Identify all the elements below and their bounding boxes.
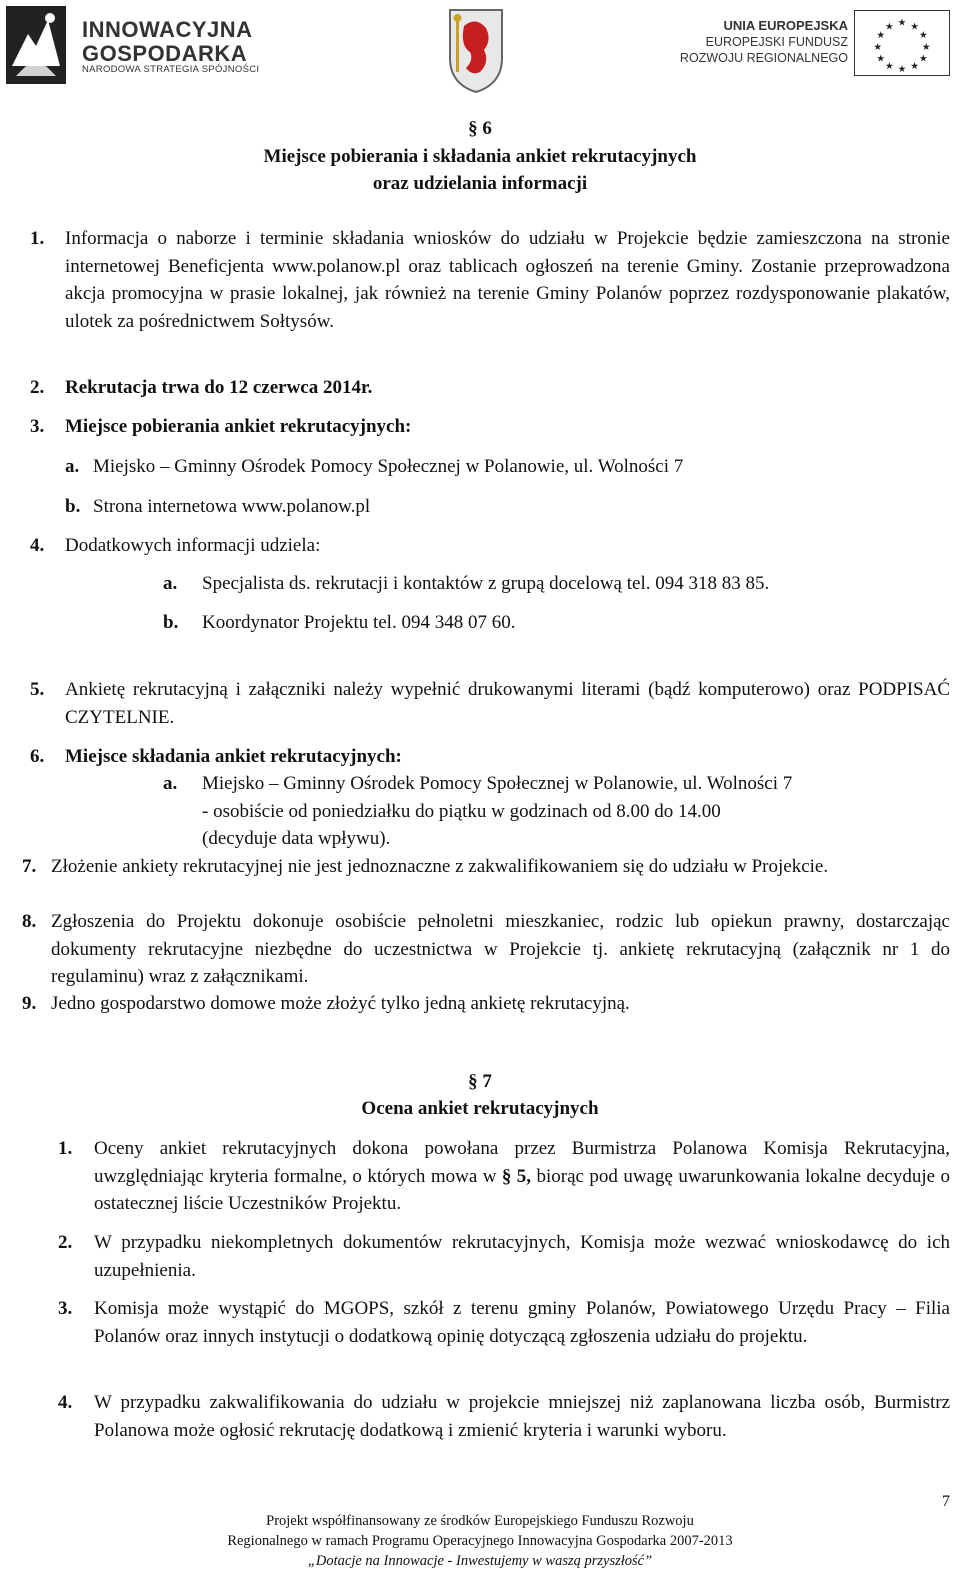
svg-text:★: ★: [876, 30, 886, 42]
svg-text:★: ★: [897, 64, 907, 76]
section6-title-line1: Miejsce pobierania i składania ankiet rekrutacyjnych: [263, 146, 697, 167]
s6-p7-number: 7.: [22, 856, 37, 877]
s7-p2-text: W przypadku niekompletnych dokumentów rekrutacyjnych, Komisja może wezwać wnioskodawcę do ich uzupełnienia.: [94, 1232, 950, 1281]
svg-text:★: ★: [876, 53, 886, 65]
s6-p3a-letter: a.: [65, 456, 80, 477]
s6-p4a-letter: a.: [163, 573, 178, 594]
eu-flag-icon: [854, 10, 950, 76]
eu-line1: UNIA EUROPEJSKA: [723, 18, 848, 33]
s6-p5-number: 5.: [30, 679, 45, 700]
innowacyjna-gospodarka-logo: [4, 2, 269, 86]
svg-text:★: ★: [885, 21, 894, 33]
s6-p1-text: Informacja o naborze i terminie składania wniosków do udziału w Projekcie będzie zamieszczona na stronie internetowej Beneficjenta www.polanow.pl oraz tablicach ogłoszeń na terenie Gminy. Zostanie przeprowadzona akcja promocyjna w prasie lokalnej, jak również na terenie Gminy Polanów poprzez rozdysponowanie plakatów, ulotek za pośrednictwem Sołtysów.: [65, 228, 950, 332]
s6-p9-text: Jedno gospodarstwo domowe może złożyć tylko jedną ankietę rekrutacyjną.: [51, 993, 630, 1014]
section6-symbol: § 6: [468, 118, 492, 139]
svg-text:★: ★: [910, 61, 919, 73]
s7-p1-text: [94, 1135, 950, 1218]
s6-p4b-text: Koordynator Projektu tel. 094 348 07 60.: [202, 612, 516, 633]
s6-p2-text: Rekrutacja trwa do 12 czerwca 2014r.: [65, 377, 373, 398]
s6-p8-text: Zgłoszenia do Projektu dokonuje osobiście pełnoletni mieszkaniec, rodzic lub opiekun prawny, dostarczając dokumenty rekrutacyjne niezbędne do uczestnictwa w Projekcie tj. ankietę rekrutacyjną (załącznik nr 1 do regulaminu) wraz z załącznikami.: [51, 911, 950, 987]
s6-p3-number: 3.: [30, 416, 45, 437]
s6-p6a-line3: (decyduje data wpływu).: [202, 828, 391, 849]
section7-symbol: § 7: [468, 1071, 492, 1092]
s6-p4-number: 4.: [30, 535, 45, 556]
s6-p6a-line2: - osobiście od poniedziałku do piątku w godzinach od 8.00 do 14.00: [202, 801, 721, 822]
innovative-economy-emblem-icon: [6, 6, 66, 84]
ig-logo-subtitle: NARODOWA STRATEGIA SPÓJNOŚCI: [82, 64, 260, 75]
eu-logo: [679, 10, 954, 76]
s7-p4-number: 4.: [58, 1392, 73, 1413]
s7-p1-text-part1: Oceny ankiet rekrutacyjnych dokona powołana przez Burmistrza Polanowa Komisja Rekrutacyjna, uwzględniając kryteria formalne, o których mowa w: [94, 1138, 950, 1187]
svg-text:★: ★: [897, 17, 907, 29]
footer-line3: „Dotacje na Innowacje - Inwestujemy w waszą przyszłość”: [307, 1553, 653, 1569]
s6-p3a-text: Miejsko – Gminny Ośrodek Pomocy Społecznej w Polanowie, ul. Wolności 7: [93, 456, 684, 477]
s7-p1-number: 1.: [58, 1138, 73, 1159]
s6-p6a-line1: Miejsko – Gminny Ośrodek Pomocy Społecznej w Polanowie, ul. Wolności 7: [202, 773, 793, 794]
s6-p8-number: 8.: [22, 911, 37, 932]
svg-text:★: ★: [918, 53, 928, 65]
s7-p3-text: Komisja może wystąpić do MGOPS, szkół z terenu gminy Polanów, Powiatowego Urzędu Pracy – Filia Polanów oraz innych instytucji o dodatkową opinię dotyczącą zgłoszenia udziału do projektu.: [94, 1298, 950, 1347]
s6-p3b-text: Strona internetowa www.polanow.pl: [93, 496, 371, 517]
svg-text:★: ★: [921, 41, 931, 53]
s6-p6a-letter: a.: [163, 773, 178, 794]
s6-p4-text: Dodatkowych informacji udziela:: [65, 535, 321, 556]
section6-title-line2: oraz udzielania informacji: [372, 173, 588, 194]
s7-p4-text: W przypadku zakwalifikowania do udziału w projekcie mniejszej niż zaplanowana liczba osób, Burmistrz Polanowa może ogłosić rekrutację dodatkową i zmienić kryteria i warunki wyboru.: [94, 1392, 950, 1441]
s7-p3-number: 3.: [58, 1298, 73, 1319]
svg-text:★: ★: [885, 61, 894, 73]
footer-line2: Regionalnego w ramach Programu Operacyjnego Innowacyjna Gospodarka 2007-2013: [227, 1533, 733, 1549]
eu-logo-text: [680, 18, 848, 66]
section7-title: Ocena ankiet rekrutacyjnych: [361, 1098, 599, 1119]
svg-text:★: ★: [918, 30, 928, 42]
s6-p6-number: 6.: [30, 746, 45, 767]
s6-p4a-text: Specjalista ds. rekrutacji i kontaktów z grupą docelową tel. 094 318 83 85.: [202, 573, 770, 594]
s6-p1-number: 1.: [30, 228, 45, 249]
ig-logo-line1: INNOWACYJNA: [82, 17, 253, 42]
s6-p6-text: Miejsce składania ankiet rekrutacyjnych:: [65, 746, 402, 767]
footer-line1: Projekt współfinansowany ze środków Europejskiego Funduszu Rozwoju: [266, 1513, 694, 1529]
s7-p1-section-ref: § 5,: [501, 1165, 532, 1187]
page-number: 7: [942, 1493, 950, 1510]
ig-logo-name: [82, 18, 253, 66]
s7-p1-text-part2: biorąc pod uwagę uwarunkowania lokalne decyduje o ostatecznej liście Uczestników Projektu.: [94, 1165, 950, 1214]
s6-p7-text: Złożenie ankiety rekrutacyjnej nie jest jednoznaczne z zakwalifikowaniem się do udziału w Projekcie.: [51, 856, 829, 877]
s6-p3b-letter: b.: [65, 496, 81, 517]
eu-line3: ROZWOJU REGIONALNEGO: [679, 51, 848, 65]
svg-text:★: ★: [873, 41, 883, 53]
s6-p3-text: Miejsce pobierania ankiet rekrutacyjnych:: [65, 416, 412, 437]
ig-logo-line2: GOSPODARKA: [82, 41, 248, 66]
eu-line2: EUROPEJSKI FUNDUSZ: [705, 35, 848, 49]
s6-p4b-letter: b.: [163, 612, 179, 633]
svg-text:★: ★: [910, 21, 919, 33]
s6-p2-number: 2.: [30, 377, 45, 398]
s6-p5-text: Ankietę rekrutacyjną i załączniki należy wypełnić drukowanymi literami (bądź komputerowo) oraz PODPISAĆ CZYTELNIE.: [65, 679, 950, 728]
s7-p2-number: 2.: [58, 1232, 73, 1253]
griffin-coat-of-arms-icon: [446, 6, 506, 94]
s6-p9-number: 9.: [22, 993, 37, 1014]
